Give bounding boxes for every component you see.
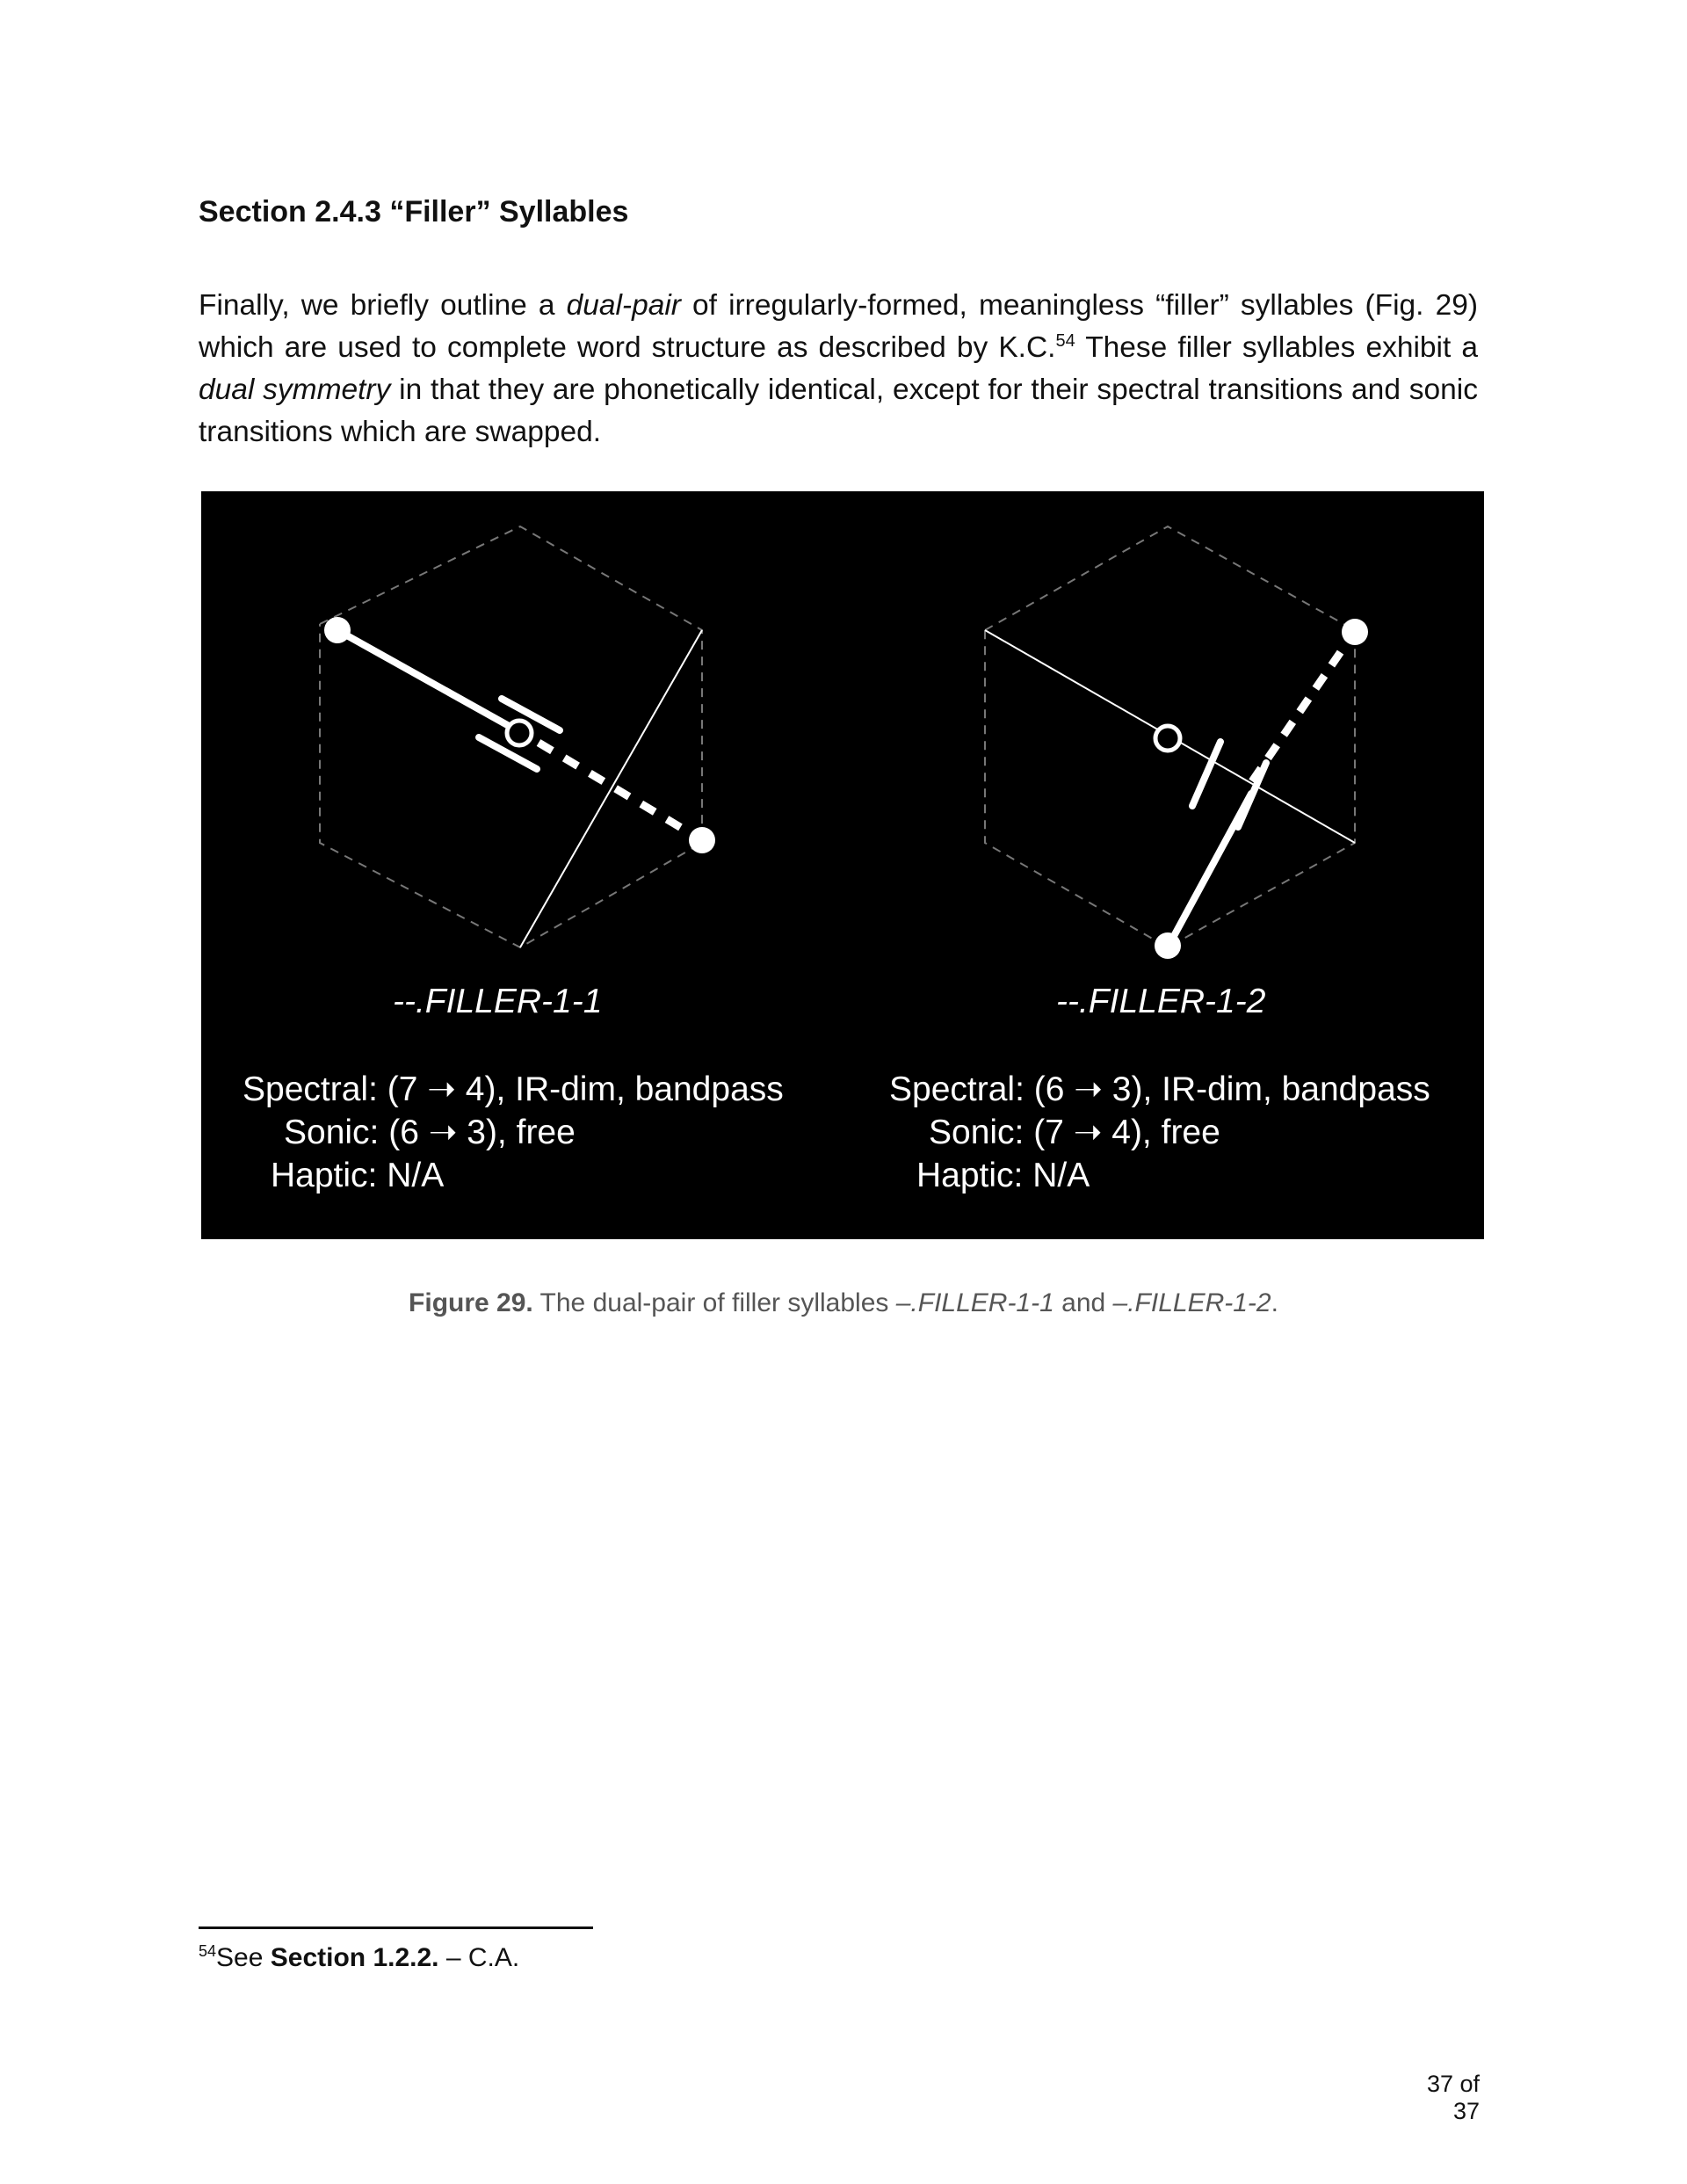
filler-1-2-sonic: Sonic: (7 ➝ 4), free [929,1114,1220,1151]
filler-1-2-haptic: Haptic: N/A [916,1157,1090,1194]
section-heading: Section 2.4.3 “Filler” Syllables [199,195,629,229]
solid-stroke-left [337,630,510,727]
filler-1-2-title: --.FILLER-1-2 [1056,983,1266,1020]
open-circle-right [1155,726,1180,751]
footnote-reference: 54 [1055,330,1075,351]
footnote: $^{54}$See Section 1.2.2. – C.A. [199,1942,520,1972]
filler-1-1-sonic: Sonic: (6 ➝ 3), free [284,1114,576,1151]
dashed-stroke-right [1252,634,1353,781]
filler-1-1-title: --.FILLER-1-1 [393,983,603,1020]
diagonal-line-left [520,630,702,947]
filler-1-1-haptic: Haptic: N/A [271,1157,445,1194]
filler-1-1-spectral: Spectral: (7 ➝ 4), IR-dim, bandpass [243,1070,784,1108]
solid-stroke-right [1168,794,1251,947]
open-circle-left [507,721,532,745]
end-dot-left [689,827,715,853]
dashed-stroke-left [539,743,702,840]
filler-1-2-spectral: Spectral: (6 ➝ 3), IR-dim, bandpass [889,1070,1430,1108]
body-paragraph: Finally, we briefly outline a dual-pair of irregularly-formed, meaningless “filler” syllables (Fig. 29) which are used to complete word structure as described by K.C.$^{54}$ These filler syllables exhibit a dual symmetry in that they are phonetically identical, except for their spectral transitions and sonic transitions which are swapped. [199,289,1478,448]
figure-caption: Figure 29. The dual-pair of filler syllables –.FILLER-1-1 and –.FILLER-1-2. [409,1288,1278,1317]
start-dot-right [1342,619,1368,645]
page-number: 37 of 37 [1426,2071,1480,2124]
end-dot-right [1155,932,1181,959]
start-dot-left [324,617,351,643]
figure-29-panel [201,491,1484,1239]
footnote-divider [199,1926,593,1929]
